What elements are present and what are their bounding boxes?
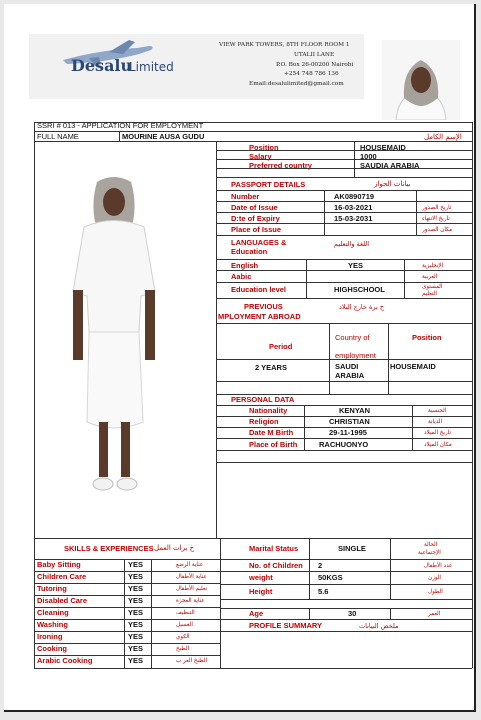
weight-label: weight [249,573,273,582]
previous-header-arabic: خ برة خارج البلاد [339,303,385,311]
passport-number-value: AK0890719 [334,192,375,201]
date-of-issue-arabic: تاريخ الصدور [422,205,452,211]
date-of-expiry-arabic: تاريخ الانتهاء [422,216,450,222]
application-form-page [4,4,476,712]
nationality-arabic: الجنسية [428,408,447,414]
skill-arabic: التنظيف [176,610,195,616]
skill-value: YES [128,596,144,605]
education-level-label: Education level [231,285,287,294]
address-line-3: P.O. Box 26-00200 Nairobi [276,62,354,68]
preferred-country-value: SAUDIA ARABIA [360,161,420,170]
education-level-arabic-2: التعليم [422,291,437,297]
country-value-1: SAUDI [335,362,359,371]
passport-number-label: Number [231,192,260,201]
company-logo [59,40,199,90]
skill-label: Washing [37,620,68,629]
col-country-header-1: Country of [335,333,370,342]
skill-arabic: عناية الرضع [176,562,204,568]
col-country-header-2: employment [335,351,376,360]
date-of-expiry-value: 15-03-2031 [334,214,373,223]
company-name: Desalu [71,56,133,75]
skill-label: Arabic Cooking [37,656,93,665]
nationality-label: Nationality [249,406,288,415]
skill-label: Cleaning [37,608,69,617]
place-of-birth-arabic: مكان الميلاد [424,442,452,448]
age-value: 30 [348,609,357,618]
skill-arabic: الطبخ [176,646,190,652]
skill-label: Ironing [37,632,63,641]
date-of-issue-label: Date of Issue [231,203,278,212]
marital-status-value: SINGLE [338,544,366,553]
place-of-issue-arabic: مكان الصدور [422,227,453,233]
weight-arabic: الوزن [428,575,441,581]
skill-label: Disabled Care [37,596,88,605]
profile-summary-label: PROFILE SUMMARY [249,621,323,630]
phone-number: +254 748 786 136 [284,71,339,77]
previous-header-line-1: PREVIOUS [244,302,283,311]
languages-header-line-2: Education [231,247,268,256]
height-label: Height [249,587,273,596]
passport-header: PASSPORT DETAILS [231,180,306,189]
languages-header-arabic: اللغة والتعليم [334,240,370,248]
english-value: YES [348,261,364,270]
height-value: 5.6 [318,587,329,596]
skill-arabic: الكوي [176,634,190,640]
date-of-expiry-label: D:te of Expiry [231,214,280,223]
place-of-issue-label: Place of Issue [231,225,282,234]
full-name-label: FULL NAME [37,132,79,141]
skill-value: YES [128,656,144,665]
skill-arabic: الغسيل [176,622,193,628]
skill-arabic: تعليم الأطفال [176,586,208,592]
skill-label: Children Care [37,572,87,581]
address-line-1: VIEW PARK TOWERS, 8TH FLOOR ROOM 1 [219,42,350,48]
person-photo-icon [382,40,460,120]
age-label: Age [249,609,264,618]
email-address: Email:desalulimited@gmail.com [249,81,344,87]
company-suffix: Limited [129,60,174,74]
date-of-birth-label: Date M Birth [249,428,294,437]
date-of-birth-value: 29-11-1995 [329,428,367,437]
preferred-country-label: Preferred country [249,161,312,170]
skills-header: SKILLS & EXPERIENCES [64,544,154,553]
form-title: SSRI # 013 - APPLICATION FOR EMPLOYMENT [37,121,204,130]
arabic-arabic: العربية [422,274,438,280]
skill-value: YES [128,644,144,653]
education-level-arabic-1: المستوى [422,284,443,290]
skill-value: YES [128,584,144,593]
personal-data-header: PERSONAL DATA [231,395,295,404]
full-name-arabic: الإسم الكامل [424,133,462,141]
address-line-2: UTALII LANE [294,52,335,58]
marital-status-label: Marital Status [249,544,299,553]
religion-value: CHRISTIAN [329,417,370,426]
full-body-photo [59,172,169,504]
age-arabic: العمر [428,611,441,617]
children-value: 2 [318,561,323,570]
col-period-header: Period [269,342,293,351]
position-value: HOUSEMAID [360,143,406,152]
skill-label: Tutoring [37,584,67,593]
skills-header-arabic: خ برات العمل [154,544,195,552]
salary-label: Salary [249,152,272,161]
weight-value: 50KGS [318,573,343,582]
marital-status-arabic-2: الإجتماعية [418,550,441,556]
full-name-value: MOURINE AUSA GUDU [122,132,205,141]
marital-status-arabic-1: الحالة [424,542,438,548]
salary-value: 1000 [360,152,377,161]
education-level-value: HIGHSCHOOL [334,285,385,294]
skill-value: YES [128,632,144,641]
skill-arabic: عناية الأطفال [176,574,207,580]
english-label: English [231,261,259,270]
skill-arabic: الطبخ العر ب [176,658,208,664]
skill-value: YES [128,608,144,617]
children-label: No. of Children [249,561,303,570]
height-arabic: الطول [428,589,443,595]
full-body-photo-image [59,172,169,504]
nationality-value: KENYAN [339,406,370,415]
skill-value: YES [128,572,144,581]
period-value: 2 YEARS [255,363,287,372]
skill-label: Cooking [37,644,67,653]
passport-photo [382,40,460,120]
religion-arabic: الديانة [428,419,443,425]
children-arabic: عدد الأطفال [424,563,453,569]
date-of-birth-arabic: تاريخ الميلاد [424,430,451,436]
position-label: Position [249,143,279,152]
english-arabic: الإنجليزية [422,263,444,269]
position-held-value: HOUSEMAID [390,362,436,371]
profile-summary-arabic: ملخص البيانات [359,622,399,630]
passport-header-arabic: بيانات الجواز [374,180,411,188]
arabic-label: Aabic [231,272,252,281]
country-value-2: ARABIA [335,371,365,380]
date-of-issue-value: 16-03-2021 [334,203,373,212]
skill-arabic: عناية العجزة [176,598,205,604]
previous-header-line-2: MPLOYMENT ABROAD [218,312,301,321]
skill-label: Baby Sitting [37,560,81,569]
col-position-header: Position [412,333,442,342]
religion-label: Religion [249,417,279,426]
skill-value: YES [128,560,144,569]
skill-value: YES [128,620,144,629]
place-of-birth-label: Place of Birth [249,440,298,449]
languages-header-line-1: LANGUAGES & [231,238,287,247]
place-of-birth-value: RACHUONYO [319,440,369,449]
